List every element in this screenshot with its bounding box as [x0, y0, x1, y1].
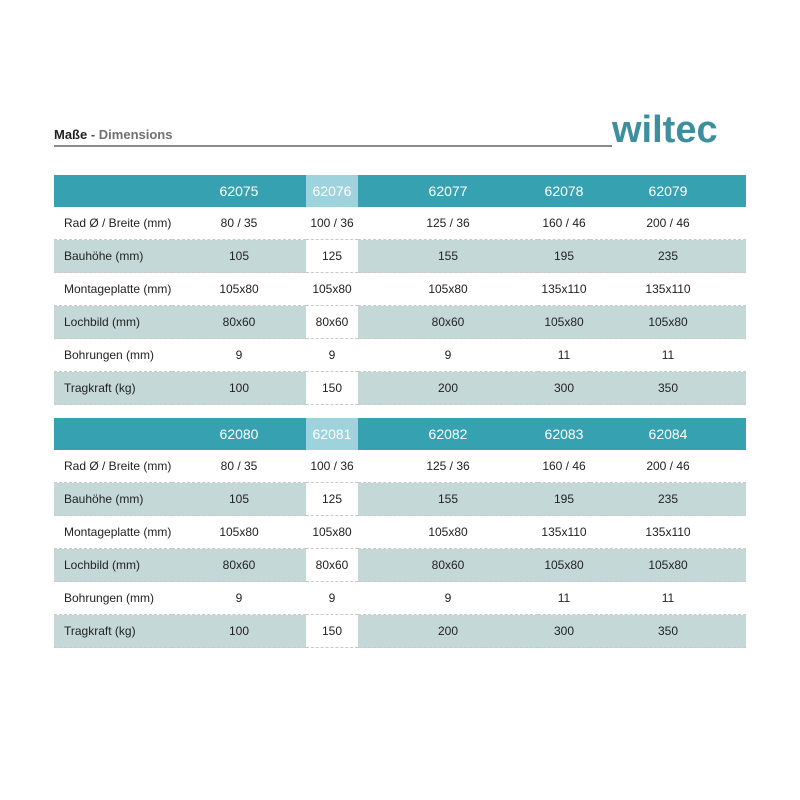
table-cell: 125 — [306, 240, 358, 273]
table-cell: 11 — [538, 582, 590, 615]
table-row — [54, 339, 746, 372]
table-cell: 105x80 — [306, 273, 358, 306]
title-separator: - — [87, 127, 99, 142]
table-cell: 80x60 — [358, 306, 538, 339]
table-row — [54, 273, 746, 306]
table-row — [54, 372, 746, 405]
table-cell: 125 / 36 — [358, 450, 538, 483]
table-cell: 150 — [306, 372, 358, 405]
table-cell: 195 — [538, 240, 590, 273]
table-row — [54, 582, 746, 615]
row-label: Bohrungen (mm) — [54, 582, 172, 615]
table-cell: 160 / 46 — [538, 207, 590, 240]
row-label: Rad Ø / Breite (mm) — [54, 207, 172, 240]
model-header: 62075 — [172, 175, 306, 207]
title-english: Dimensions — [98, 127, 173, 142]
dimensions-table-1 — [54, 175, 746, 405]
table-cell: 80 / 35 — [172, 207, 306, 240]
row-label: Bohrungen (mm) — [54, 339, 172, 372]
table-cell: 200 / 46 — [590, 207, 746, 240]
table-row — [54, 483, 746, 516]
table-cell: 105 — [172, 483, 306, 516]
model-header: 62080 — [172, 418, 306, 450]
table-cell: 9 — [172, 582, 306, 615]
header-corner-cell — [54, 175, 172, 207]
table-cell: 9 — [306, 582, 358, 615]
table-cell: 350 — [590, 615, 746, 648]
table-cell: 105x80 — [590, 306, 746, 339]
table-row — [54, 516, 746, 549]
table-cell: 105x80 — [358, 273, 538, 306]
table-cell: 80x60 — [306, 306, 358, 339]
row-label: Lochbild (mm) — [54, 549, 172, 582]
table-cell: 155 — [358, 483, 538, 516]
table-row — [54, 615, 746, 648]
table-cell: 9 — [172, 339, 306, 372]
table-cell: 105x80 — [538, 306, 590, 339]
table-cell: 195 — [538, 483, 590, 516]
model-header: 62078 — [538, 175, 590, 207]
table-cell: 155 — [358, 240, 538, 273]
wiltec-logo: wiltec — [612, 109, 718, 151]
table-cell: 135x110 — [590, 516, 746, 549]
table-cell: 200 — [358, 372, 538, 405]
table-cell: 135x110 — [538, 273, 590, 306]
model-header: 62077 — [358, 175, 538, 207]
table-cell: 11 — [538, 339, 590, 372]
table-cell: 9 — [306, 339, 358, 372]
table-row — [54, 306, 746, 339]
table-cell: 9 — [358, 582, 538, 615]
table-cell: 350 — [590, 372, 746, 405]
table-cell: 150 — [306, 615, 358, 648]
model-header: 62083 — [538, 418, 590, 450]
header-corner-cell — [54, 418, 172, 450]
row-label: Tragkraft (kg) — [54, 372, 172, 405]
table-cell: 200 — [358, 615, 538, 648]
dimensions-table-2 — [54, 418, 746, 648]
table-cell: 100 — [172, 615, 306, 648]
table-cell: 235 — [590, 240, 746, 273]
model-header: 62082 — [358, 418, 538, 450]
table-cell: 11 — [590, 339, 746, 372]
title-underline — [54, 145, 612, 147]
table-cell: 105x80 — [590, 549, 746, 582]
row-label: Lochbild (mm) — [54, 306, 172, 339]
row-label: Bauhöhe (mm) — [54, 483, 172, 516]
table-row — [54, 450, 746, 483]
table-cell: 105x80 — [358, 516, 538, 549]
row-label: Bauhöhe (mm) — [54, 240, 172, 273]
table-cell: 300 — [538, 372, 590, 405]
table-cell: 200 / 46 — [590, 450, 746, 483]
table-cell: 100 / 36 — [306, 207, 358, 240]
table-cell: 135x110 — [538, 516, 590, 549]
row-label: Tragkraft (kg) — [54, 615, 172, 648]
table-row — [54, 549, 746, 582]
table-cell: 11 — [590, 582, 746, 615]
table-row — [54, 207, 746, 240]
model-header: 62079 — [590, 175, 746, 207]
table-cell: 105x80 — [172, 273, 306, 306]
table-cell: 105 — [172, 240, 306, 273]
table-cell: 125 — [306, 483, 358, 516]
table-cell: 105x80 — [538, 549, 590, 582]
table-header-row — [54, 418, 746, 450]
table-cell: 80x60 — [172, 306, 306, 339]
table-cell: 9 — [358, 339, 538, 372]
row-label: Montageplatte (mm) — [54, 273, 172, 306]
table-cell: 80x60 — [306, 549, 358, 582]
table-cell: 100 — [172, 372, 306, 405]
table-cell: 160 / 46 — [538, 450, 590, 483]
model-header-highlighted: 62081 — [306, 418, 358, 450]
table-header-row — [54, 175, 746, 207]
row-label: Montageplatte (mm) — [54, 516, 172, 549]
table-cell: 105x80 — [306, 516, 358, 549]
table-cell: 80 / 35 — [172, 450, 306, 483]
title-german: Maße — [54, 127, 88, 142]
table-cell: 235 — [590, 483, 746, 516]
table-cell: 80x60 — [172, 549, 306, 582]
table-cell: 100 / 36 — [306, 450, 358, 483]
table-cell: 135x110 — [590, 273, 746, 306]
table-cell: 80x60 — [358, 549, 538, 582]
model-header-highlighted: 62076 — [306, 175, 358, 207]
model-header: 62084 — [590, 418, 746, 450]
table-cell: 125 / 36 — [358, 207, 538, 240]
table-row — [54, 240, 746, 273]
page-title — [54, 127, 172, 142]
row-label: Rad Ø / Breite (mm) — [54, 450, 172, 483]
table-cell: 105x80 — [172, 516, 306, 549]
table-cell: 300 — [538, 615, 590, 648]
